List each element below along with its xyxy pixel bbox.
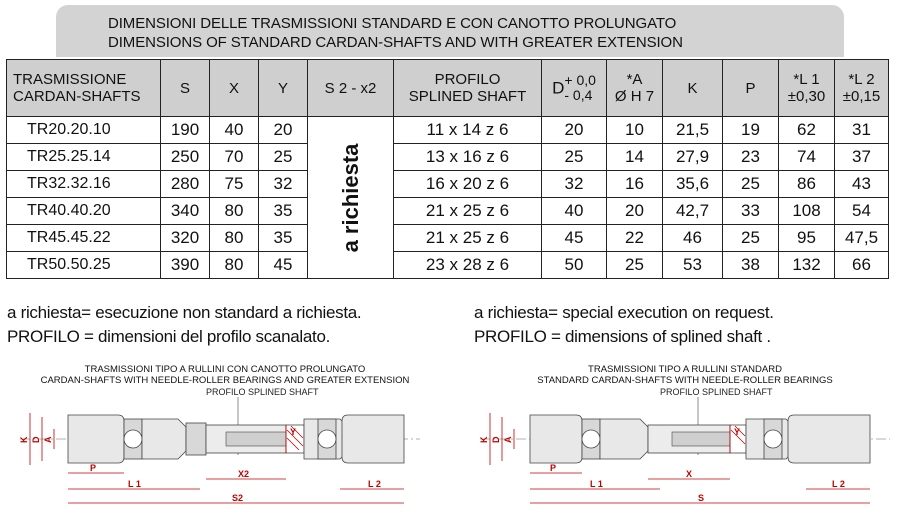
svg-text:L 1: L 1: [590, 479, 603, 489]
cell-x: 80: [210, 198, 259, 225]
table-row: [7, 117, 889, 144]
cell-d: 45: [542, 225, 607, 252]
cell-l1: 74: [779, 144, 835, 171]
on-request-cell: [308, 117, 394, 279]
cell-p: 19: [723, 117, 779, 144]
header-y: Y: [259, 60, 308, 117]
svg-text:P: P: [90, 463, 97, 473]
diagram-right-profile-label: PROFILO SPLINED SHAFT: [660, 387, 773, 397]
cell-l1: 132: [779, 252, 835, 279]
cell-code: TR40.40.20: [7, 198, 161, 225]
cell-x: 80: [210, 252, 259, 279]
note-en-profile: PROFILO = dimensions of splined shaft .: [474, 327, 771, 346]
svg-text:S2: S2: [232, 493, 244, 503]
cell-code: TR32.32.16: [7, 171, 161, 198]
header-s2x2: S 2 - x2: [308, 60, 394, 117]
header-banner: [56, 5, 844, 57]
svg-text:P: P: [550, 463, 557, 473]
cell-a: 22: [607, 225, 663, 252]
cell-l2: 31: [835, 117, 889, 144]
table-row: [7, 171, 889, 198]
diagram-left-title: TRASMISSIONI TIPO A RULLINI CON CANOTTO PROLUNGATO CARDAN-SHAFTS WITH NEEDLE-ROLLER BEARINGS AND GREATER EXTENSION: [40, 364, 410, 386]
svg-text:X: X: [686, 469, 693, 479]
header-title-en: DIMENSIONS OF STANDARD CARDAN-SHAFTS AND WITH GREATER EXTENSION: [108, 34, 683, 51]
cell-l2: 54: [835, 198, 889, 225]
header-k: K: [663, 60, 723, 117]
header-x: X: [210, 60, 259, 117]
cell-x: 70: [210, 144, 259, 171]
table-row: [7, 252, 889, 279]
cell-profile: 21 x 25 z 6: [394, 225, 542, 252]
cell-x: 80: [210, 225, 259, 252]
cell-y: 35: [259, 225, 308, 252]
cell-profile: 16 x 20 z 6: [394, 171, 542, 198]
table-header-row: [7, 60, 889, 117]
cell-d: 25: [542, 144, 607, 171]
cell-y: 32: [259, 171, 308, 198]
svg-text:L 2: L 2: [832, 479, 845, 489]
cell-y: 20: [259, 117, 308, 144]
cell-s: 280: [161, 171, 210, 198]
svg-text:D: D: [31, 436, 41, 443]
cell-k: 46: [663, 225, 723, 252]
cell-profile: 13 x 16 z 6: [394, 144, 542, 171]
cell-l2: 37: [835, 144, 889, 171]
cell-code: TR20.20.10: [7, 117, 161, 144]
svg-text:L 2: L 2: [368, 479, 381, 489]
table-body: [7, 117, 889, 279]
header-d: D+ 0,0 - 0,4: [542, 60, 607, 117]
svg-text:D: D: [491, 436, 501, 443]
cell-p: 38: [723, 252, 779, 279]
header-trasmissione: TRASMISSIONE CARDAN-SHAFTS: [7, 60, 161, 117]
cell-x: 40: [210, 117, 259, 144]
svg-text:K: K: [19, 436, 29, 443]
svg-text:X2: X2: [238, 469, 250, 479]
svg-text:A: A: [43, 436, 53, 443]
table-row: [7, 225, 889, 252]
cell-d: 50: [542, 252, 607, 279]
cell-l1: 95: [779, 225, 835, 252]
cell-a: 20: [607, 198, 663, 225]
header-title-it: DIMENSIONI DELLE TRASMISSIONI STANDARD E CON CANOTTO PROLUNGATO: [108, 15, 677, 32]
svg-text:S: S: [698, 493, 705, 503]
cell-a: 25: [607, 252, 663, 279]
header-a: *A Ø H 7: [607, 60, 663, 117]
diagram-right-drawing: [450, 385, 900, 513]
cell-k: 53: [663, 252, 723, 279]
header-s: S: [161, 60, 210, 117]
cell-code: TR50.50.25: [7, 252, 161, 279]
svg-text:Y: Y: [734, 427, 741, 437]
cell-l2: 66: [835, 252, 889, 279]
header-profilo: PROFILO SPLINED SHAFT: [394, 60, 542, 117]
cell-code: TR25.25.14: [7, 144, 161, 171]
note-en-request: a richiesta= special execution on request.: [474, 303, 774, 322]
on-request-label: a richiesta: [337, 143, 363, 252]
diagram-left-drawing: [0, 385, 450, 513]
cell-l1: 108: [779, 198, 835, 225]
dimensions-table: [6, 59, 889, 279]
cell-y: 45: [259, 252, 308, 279]
cell-l1: 86: [779, 171, 835, 198]
note-it-profile: PROFILO = dimensioni del profilo scanalato.: [7, 327, 331, 346]
svg-text:K: K: [479, 436, 489, 443]
cell-l2: 47,5: [835, 225, 889, 252]
cell-profile: 23 x 28 z 6: [394, 252, 542, 279]
cell-y: 35: [259, 198, 308, 225]
cell-a: 10: [607, 117, 663, 144]
cell-y: 25: [259, 144, 308, 171]
header-p: P: [723, 60, 779, 117]
table-row: [7, 198, 889, 225]
cell-d: 20: [542, 117, 607, 144]
cell-s: 250: [161, 144, 210, 171]
cell-k: 42,7: [663, 198, 723, 225]
cell-k: 21,5: [663, 117, 723, 144]
cell-s: 190: [161, 117, 210, 144]
cell-profile: 11 x 14 z 6: [394, 117, 542, 144]
cell-d: 32: [542, 171, 607, 198]
cell-a: 14: [607, 144, 663, 171]
cell-l2: 43: [835, 171, 889, 198]
cell-p: 23: [723, 144, 779, 171]
cell-x: 75: [210, 171, 259, 198]
svg-text:L 1: L 1: [128, 479, 141, 489]
cell-k: 27,9: [663, 144, 723, 171]
cell-s: 340: [161, 198, 210, 225]
cell-s: 390: [161, 252, 210, 279]
note-it-request: a richiesta= esecuzione non standard a richiesta.: [7, 303, 362, 322]
cell-p: 25: [723, 225, 779, 252]
header-l1: *L 1 ±0,30: [779, 60, 835, 117]
cell-s: 320: [161, 225, 210, 252]
cell-profile: 21 x 25 z 6: [394, 198, 542, 225]
svg-text:Y: Y: [290, 427, 297, 437]
diagram-left-profile-label: PROFILO SPLINED SHAFT: [206, 387, 319, 397]
header-l2: *L 2 ±0,15: [835, 60, 889, 117]
cell-d: 40: [542, 198, 607, 225]
cell-k: 35,6: [663, 171, 723, 198]
cell-l1: 62: [779, 117, 835, 144]
diagram-right-title: TRASMISSIONI TIPO A RULLINI STANDARD STANDARD CARDAN-SHAFTS WITH NEEDLE-ROLLER BEARINGS: [537, 364, 833, 386]
cell-code: TR45.45.22: [7, 225, 161, 252]
table-row: [7, 144, 889, 171]
cell-a: 16: [607, 171, 663, 198]
svg-text:A: A: [503, 436, 513, 443]
cell-p: 33: [723, 198, 779, 225]
cell-p: 25: [723, 171, 779, 198]
